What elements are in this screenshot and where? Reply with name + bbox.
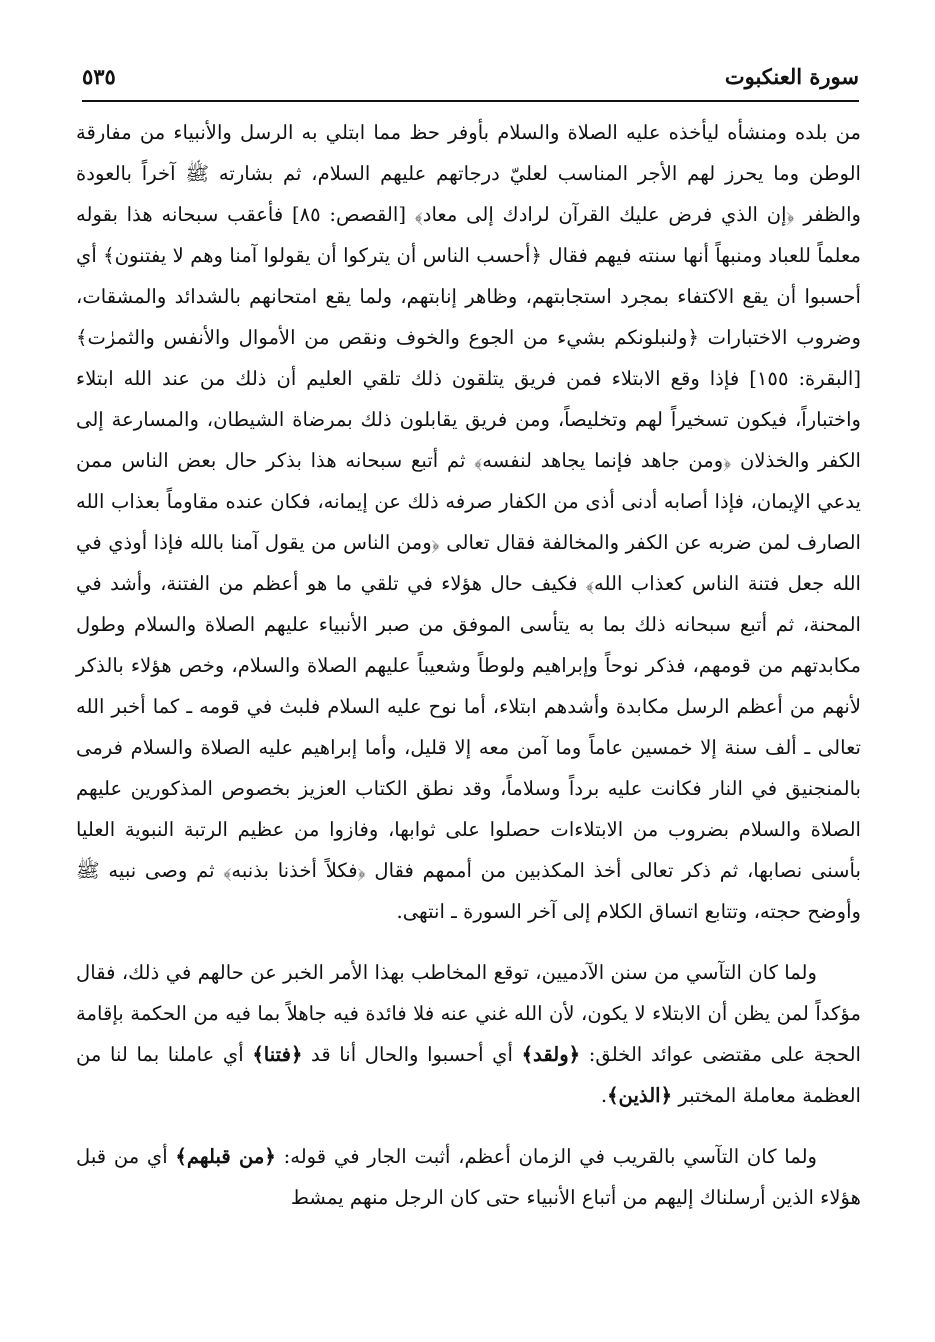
paragraph-3 — [76, 1136, 861, 1218]
text-segment: ولما كان التآسي بالقريب في الزمان أعظم، أثبت الجار في قوله: — [275, 1145, 817, 1168]
text-segment: ولما كان التآسي من سنن الآدميين، توقع المخاطب بهذا الأمر الخبر عن حالهم في ذلك، فقال مؤكداً لمن يظن أن الابتلاء لا يكون، لأن الله غني عنه فلا فائدة فيه جاهلاً بما فيه من الحكمة بإقامة الحجة على مقتضى عوائد الخلق: — [76, 961, 861, 1066]
header-rule — [82, 100, 859, 102]
page-header — [82, 62, 859, 102]
quran-word: ﴿الذين﴾ — [607, 1084, 673, 1107]
text-segment: أي عاملنا بما لنا من العظمة معاملة المختبر — [76, 1043, 861, 1107]
text-segment: أي من قبل هؤلاء الذين أرسلناك إليهم من أتباع الأنبياء حتى كان الرجل منهم يمشط — [76, 1145, 861, 1209]
page-number: ٥٣٥ — [82, 64, 116, 89]
text-segment: أي أحسبوا والحال أنا قد — [302, 1043, 522, 1066]
body-text — [76, 112, 861, 1218]
text-segment: من بلده ومنشأه ليأخذه عليه الصلاة والسلام بأوفر حظ مما ابتلي به الرسل والأنبياء من مفارقة الوطن وما يحرز لهم الأجر المناسب لعليّ درجاتهم عليهم السلام، ثم بشارته ﷺ آخراً بالعودة والظفر ﴿إن الذي فرض عليك القرآن لرادك إلى معاد﴾ [القصص: ٨٥] فأعقب سبحانه هذا بقوله معلماً للعباد ومنبهاً أنها سنته فيهم فقال ﴿أحسب الناس أن يتركوا أن يقولوا آمنا وهم لا يفتنون﴾ أي أحسبوا أن يقع الاكتفاء بمجرد استجابتهم، وظاهر إنابتهم، ولما يقع امتحانهم بالشدائد والمشقات، وضروب الاختبارات ﴿ولنبلونكم بشيء من الجوع والخوف ونقص من الأموال والأنفس والثمرٰت﴾ [البقرة: ١٥٥] فإذا وقع الابتلاء فمن فريق يتلقون ذلك تلقي العليم أن ذلك من عند الله ابتلاء واختباراً، فيكون تسخيراً لهم وتخليصاً، ومن فريق يقابلون ذلك بمرضاة الشيطان، والمسارعة إلى الكفر والخذلان ﴿ومن جاهد فإنما يجاهد لنفسه﴾ ثم أتبع سبحانه هذا بذكر حال بعض الناس ممن يدعي الإيمان، فإذا أصابه أدنى أذى من الكفار صرفه ذلك عن إيمانه، فكان عنده مقاوماً بعذاب الله الصارف لمن ضربه عن الكفر والمخالفة فقال تعالى ﴿ومن الناس من يقول آمنا بالله فإذا أوذي في الله جعل فتنة الناس كعذاب الله﴾ فكيف حال هؤلاء في تلقي ما هو أعظم من الفتنة، وأشد في المحنة، ثم أتبع سبحانه ذلك بما به يتأسى الموفق من صبر الأنبياء عليهم الصلاة والسلام وطول مكابدتهم من قومهم، فذكر نوحاً وإبراهيم ولوطاً وشعيباً عليهم الصلاة والسلام، وخص هؤلاء بالذكر لأنهم من أعظم الرسل مكابدة وأشدهم ابتلاء، أما نوح عليه السلام فلبث في قومه ـ كما أخبر الله تعالى ـ ألف سنة إلا خمسين عاماً وما آمن معه إلا قليل، وأما إبراهيم عليه الصلاة والسلام فرمى بالمنجنيق في النار فكانت عليه برداً وسلاماً، وقد نطق الكتاب العزيز بخصوص المذكورين عليهم الصلاة والسلام بضروب من الابتلاءات حصلوا على ثوابها، وفازوا من عظيم الرتبة النبوية العليا بأسنى نصابها، ثم ذكر تعالى أخذ المكذبين من أممهم فقال ﴿فكلاً أخذنا بذنبه﴾ ثم وصى نبيه ﷺ وأوضح حجته، وتتابع اتساق الكلام إلى آخر السورة ـ انتهى. — [76, 121, 862, 923]
text-segment: . — [600, 1084, 608, 1107]
paragraph-1 — [76, 112, 861, 932]
quran-word: ﴿فتنا﴾ — [252, 1043, 303, 1066]
quran-word: ﴿من قبلهم﴾ — [175, 1145, 276, 1168]
quran-word: ﴿ولقد﴾ — [521, 1043, 581, 1066]
paragraph-2 — [76, 952, 861, 1116]
running-title: سورة العنكبوت — [724, 64, 859, 89]
